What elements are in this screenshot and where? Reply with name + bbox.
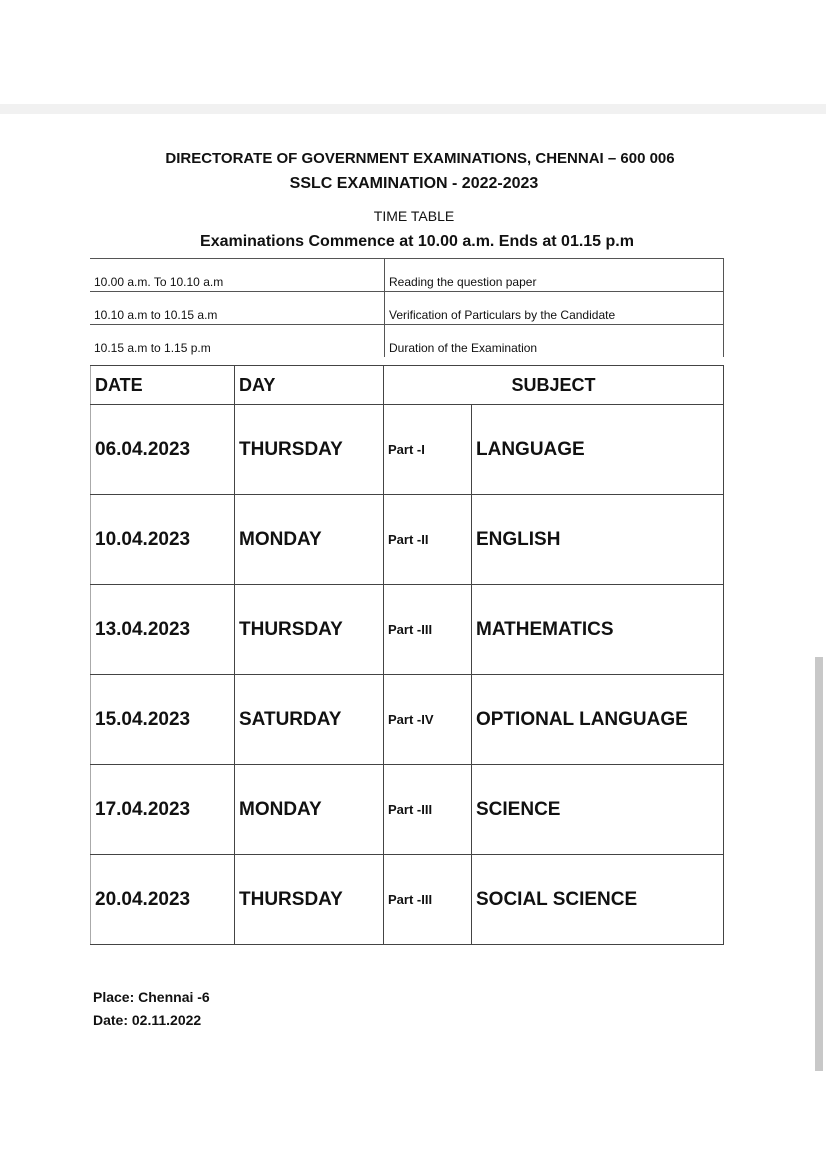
exam-day: THURSDAY [235, 585, 384, 675]
footer-place: Place: Chennai -6 [93, 989, 210, 1005]
scrollbar[interactable] [815, 657, 823, 1071]
footer-date: Date: 02.11.2022 [93, 1012, 202, 1028]
exam-date: 17.04.2023 [91, 765, 235, 855]
exam-day: MONDAY [235, 495, 384, 585]
exam-day: MONDAY [235, 765, 384, 855]
exam-date: 20.04.2023 [91, 855, 235, 945]
exam-subject: OPTIONAL LANGUAGE [472, 675, 724, 765]
exam-date: 15.04.2023 [91, 675, 235, 765]
page-top-margin [0, 0, 826, 108]
timing-row [90, 259, 724, 292]
exam-title: SSLC EXAMINATION - 2022-2023 [289, 175, 539, 192]
timing-time: 10.15 a.m to 1.15 p.m [90, 325, 385, 358]
exam-part: Part -III [384, 765, 472, 855]
exam-subject: MATHEMATICS [472, 585, 724, 675]
exam-part: Part -II [384, 495, 472, 585]
table-row [91, 495, 724, 585]
table-row [91, 855, 724, 945]
exam-date: 13.04.2023 [91, 585, 235, 675]
commence-timing: Examinations Commence at 10.00 a.m. Ends at 01.15 p.m [200, 233, 634, 250]
timing-activity: Reading the question paper [385, 259, 724, 292]
timing-activity: Duration of the Examination [385, 325, 724, 358]
column-header-subject: SUBJECT [384, 366, 724, 405]
exam-part: Part -I [384, 405, 472, 495]
timing-activity: Verification of Particulars by the Candidate [385, 292, 724, 325]
exam-schedule-table [90, 365, 724, 945]
exam-part: Part -III [384, 855, 472, 945]
exam-part: Part -IV [384, 675, 472, 765]
time-table-label: TIME TABLE [373, 208, 455, 224]
table-row [91, 585, 724, 675]
timing-time: 10.00 a.m. To 10.10 a.m [90, 259, 385, 292]
exam-part: Part -III [384, 585, 472, 675]
exam-day: THURSDAY [235, 855, 384, 945]
timing-row [90, 292, 724, 325]
column-header-date: DATE [91, 366, 235, 405]
exam-subject: ENGLISH [472, 495, 724, 585]
exam-day: THURSDAY [235, 405, 384, 495]
exam-day: SATURDAY [235, 675, 384, 765]
timing-row [90, 325, 724, 358]
table-row [91, 765, 724, 855]
table-row [91, 675, 724, 765]
session-timing-table [90, 258, 724, 357]
exam-subject: LANGUAGE [472, 405, 724, 495]
column-header-day: DAY [235, 366, 384, 405]
page-edge-shadow [0, 104, 826, 114]
directorate-heading: DIRECTORATE OF GOVERNMENT EXAMINATIONS, CHENNAI – 600 006 [165, 150, 675, 167]
table-row [91, 405, 724, 495]
schedule-header-row [91, 366, 724, 405]
exam-subject: SOCIAL SCIENCE [472, 855, 724, 945]
timing-time: 10.10 a.m to 10.15 a.m [90, 292, 385, 325]
exam-date: 06.04.2023 [91, 405, 235, 495]
exam-date: 10.04.2023 [91, 495, 235, 585]
exam-subject: SCIENCE [472, 765, 724, 855]
